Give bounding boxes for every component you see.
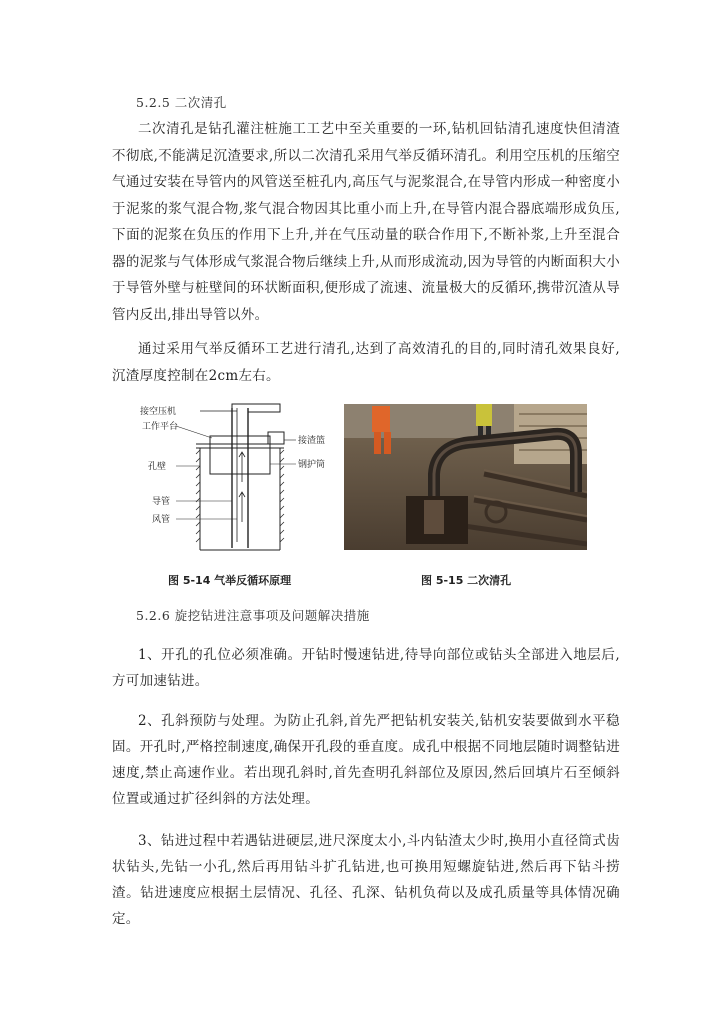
figure-5-15-caption: 图 5-15 二次清孔 [421,574,512,587]
label-slag-basket: 接渣篮 [298,436,326,446]
label-air-pipe: 风管 [152,515,171,525]
secondary-cleaning-photo [344,404,587,550]
paragraph-cleaning-result: 通过采用气举反循环工艺进行清孔,达到了高效清孔的目的,同时清孔效果良好,沉渣厚度控制在2cm左右。 [112,341,620,384]
paragraph-secondary-cleaning: 二次清孔是钻孔灌注桩施工工艺中至关重要的一环,钻机回钻清孔速度快但清渣不彻底,不能满足沉渣要求,所以二次清孔采用气举反循环清孔。利用空压机的压缩空气通过安装在导管内的风管送至桩孔内,高压气与泥浆混合,在导管内形成一种密度小于泥浆的浆气混合物,浆气混合物因其比重小而上升,在导管内混合器底端形成负压,下面的泥浆在负压的作用下上升,并在气压动量的联合作用下,不断补浆,上升至混合器的泥浆与气体形成气浆混合物后继续上升,从而形成流动,因为导管的内断面积大小于导管外壁与桩壁间的环状断面积,便形成了流速、流量极大的反循环,携带沉渣从导管内反出,排出导管以外。 [112,121,620,323]
label-steel-casing: 钢护筒 [298,460,326,470]
label-hole-wall: 孔壁 [148,462,167,472]
section-5-2-5-heading [136,93,227,111]
air-lift-reverse-circulation-diagram [140,402,340,554]
section-number: 5.2.6 [136,608,171,623]
item-1-hole-position: 1、开孔的孔位必须准确。开钻时慢速钻进,待导向部位或钻头全部进入地层后,方可加速钻进。 [112,647,620,689]
figure-5-14-caption: 图 5-14 气举反循环原理 [168,574,292,587]
item-3-hard-layer-drilling: 3、钻进过程中若遇钻进硬层,进尺深度太小,斗内钻渣太少时,换用小直径筒式齿状钻头,先钻一小孔,然后再用钻斗扩孔钻进,也可换用短螺旋钻进,然后再下钻斗捞渣。钻进速度应根据土层情况、孔径、孔深、钻机负荷以及成孔质量等具体情况确定。 [112,833,620,927]
section-title: 旋挖钻进注意事项及问题解决措施 [174,608,370,623]
section-number: 5.2.5 [136,95,171,110]
section-5-2-6-heading [136,606,370,624]
item-2-hole-inclination: 2、孔斜预防与处理。为防止孔斜,首先严把钻机安装关,钻机安装要做到水平稳固。开孔时,严格控制速度,确保开孔段的垂直度。成孔中根据不同地层随时调整钻进速度,禁止高速作业。若出现孔斜时,首先查明孔斜部位及原因,然后回填片石至倾斜位置或通过扩径纠斜的方法处理。 [112,713,620,807]
label-compressor: 接空压机 [140,407,177,417]
label-conduit: 导管 [152,497,171,507]
section-title: 二次清孔 [174,95,227,110]
label-work-platform: 工作平台 [142,422,179,432]
